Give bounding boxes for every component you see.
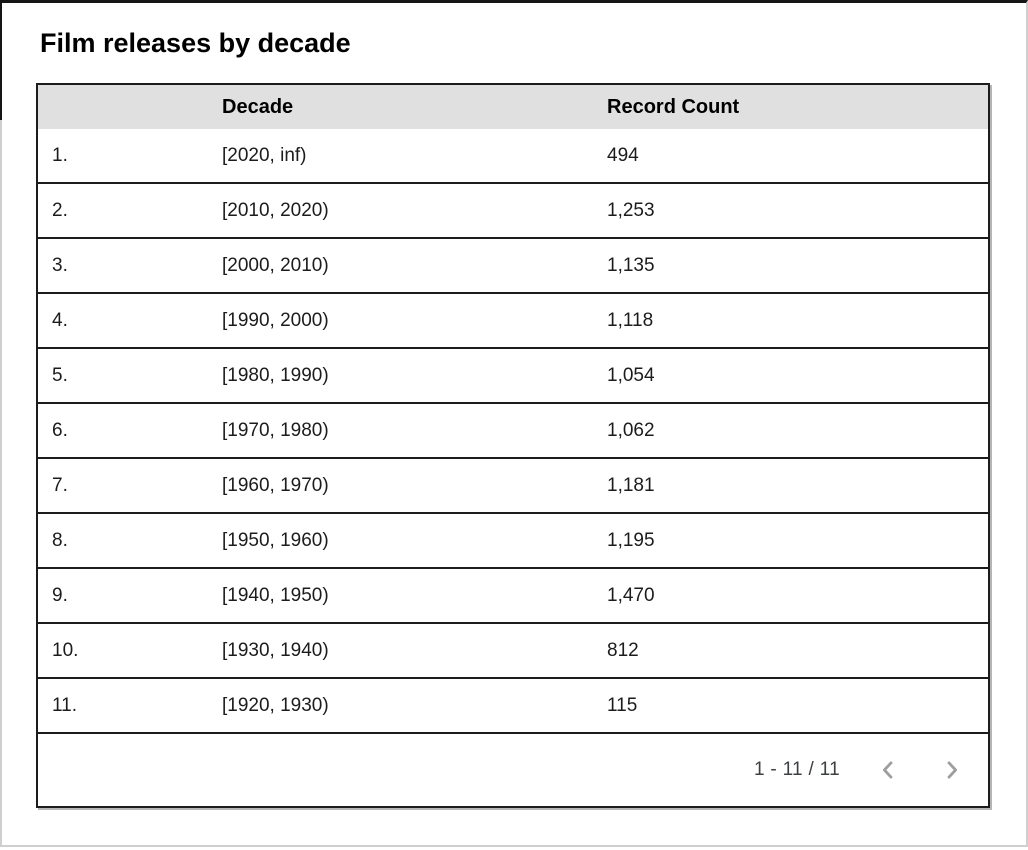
table-row (38, 678, 988, 733)
record-count-cell: 1,195 (562, 513, 988, 568)
decade-column-header[interactable]: Decade (177, 85, 562, 129)
record-count-column-header[interactable]: Record Count (562, 85, 988, 129)
row-number-column-header (38, 85, 177, 129)
decade-cell: [1940, 1950) (177, 568, 562, 623)
row-number-cell: 7. (38, 458, 177, 513)
table-row (38, 129, 988, 183)
row-number-cell: 5. (38, 348, 177, 403)
table-row (38, 293, 988, 348)
record-count-cell: 1,181 (562, 458, 988, 513)
chevron-right-icon (939, 757, 965, 783)
decade-cell: [1990, 2000) (177, 293, 562, 348)
chart-title: Film releases by decade (40, 28, 351, 58)
chevron-left-icon (875, 757, 901, 783)
row-number-cell: 9. (38, 568, 177, 623)
decade-cell: [1960, 1970) (177, 458, 562, 513)
table-row (38, 183, 988, 238)
record-count-cell: 1,062 (562, 403, 988, 458)
record-count-cell: 494 (562, 129, 988, 183)
record-count-cell: 812 (562, 623, 988, 678)
decade-cell: [2000, 2010) (177, 238, 562, 293)
table-row (38, 623, 988, 678)
decade-cell: [2020, inf) (177, 129, 562, 183)
table-body (38, 129, 988, 733)
record-count-cell: 1,253 (562, 183, 988, 238)
pagination-prev-button[interactable] (866, 746, 910, 794)
table-row (38, 458, 988, 513)
row-number-cell: 4. (38, 293, 177, 348)
table-row (38, 513, 988, 568)
table-card (36, 83, 990, 808)
pagination-bar (38, 734, 988, 806)
decade-cell: [2010, 2020) (177, 183, 562, 238)
table-row (38, 348, 988, 403)
row-number-cell: 2. (38, 183, 177, 238)
record-count-cell: 1,054 (562, 348, 988, 403)
decade-cell: [1970, 1980) (177, 403, 562, 458)
pagination-next-button[interactable] (930, 746, 974, 794)
decade-cell: [1950, 1960) (177, 513, 562, 568)
table-row (38, 403, 988, 458)
row-number-cell: 10. (38, 623, 177, 678)
decade-cell: [1980, 1990) (177, 348, 562, 403)
decade-cell: [1920, 1930) (177, 678, 562, 733)
row-number-cell: 6. (38, 403, 177, 458)
decade-cell: [1930, 1940) (177, 623, 562, 678)
table-row (38, 238, 988, 293)
row-number-cell: 3. (38, 238, 177, 293)
pagination-range-label: 1 - 11 / 11 (753, 759, 840, 780)
record-count-cell: 1,470 (562, 568, 988, 623)
table-header (38, 85, 988, 129)
row-number-cell: 11. (38, 678, 177, 733)
record-count-cell: 115 (562, 678, 988, 733)
row-number-cell: 1. (38, 129, 177, 183)
table-row (38, 568, 988, 623)
header-row (38, 85, 988, 129)
record-count-cell: 1,118 (562, 293, 988, 348)
record-count-cell: 1,135 (562, 238, 988, 293)
data-table (38, 85, 988, 734)
row-number-cell: 8. (38, 513, 177, 568)
